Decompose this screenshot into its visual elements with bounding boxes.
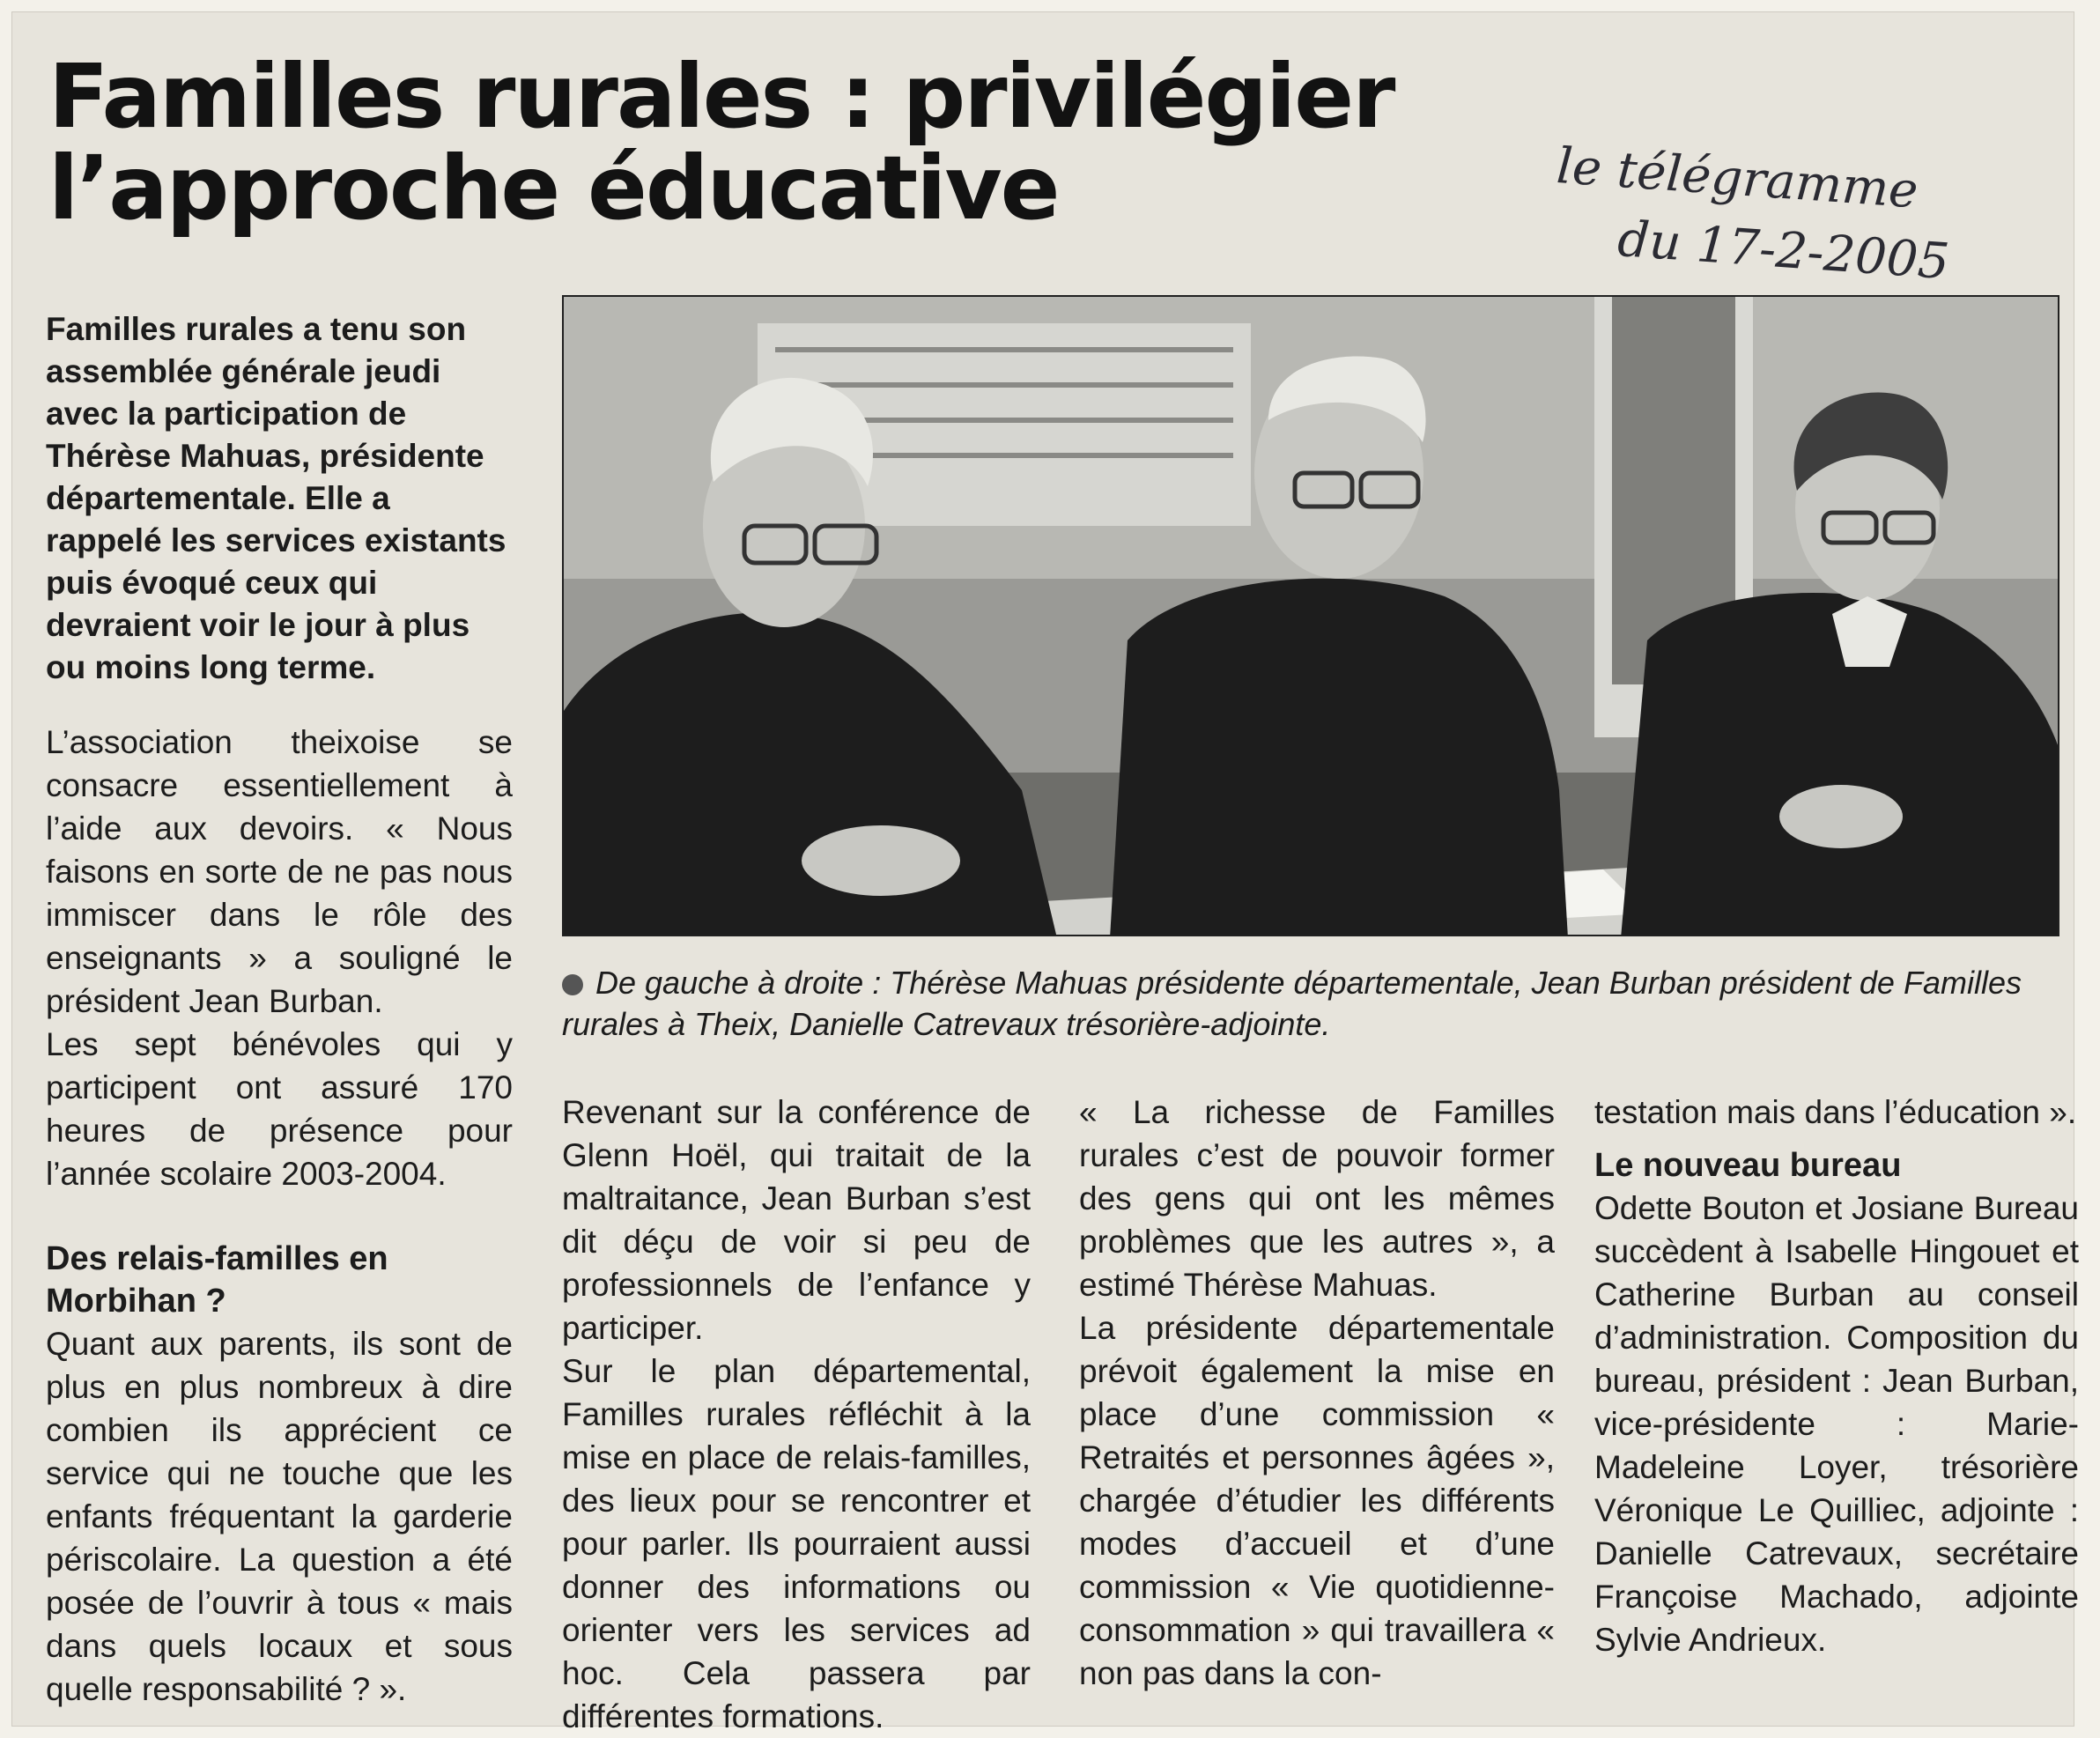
column-2 <box>562 1091 1031 1738</box>
column-4 <box>1594 1091 2079 1661</box>
paragraph: Sur le plan départemental, Familles rurales réfléchit à la mise en place de relais-familles, des lieux pour se rencontrer et pour parler. Ils pourraient aussi donner des informations ou orienter vers les services ad hoc. Cela passera par différentes formations. <box>562 1353 1031 1734</box>
article-lead: Familles rurales a tenu son assemblée générale jeudi avec la participation de Thérèse Mahuas, présidente départementale. Elle a rappelé les services existants puis évoqué ceux qui devraient voir le jour à plus ou moins long terme. <box>46 311 507 685</box>
paragraph: La présidente départementale prévoit également la mise en place d’une commission « Retraités et personnes âgées », chargée d’étudier les différents modes d’accueil et d’une commission « Vie quotidienne-consommation » qui travaillera « non pas dans la con- <box>1079 1310 1555 1691</box>
annotation-newspaper: le télégramme <box>1555 137 1920 220</box>
photo-illustration <box>564 297 2059 936</box>
paragraph: Les sept bénévoles qui y participent ont assuré 170 heures de présence pour l’année scolaire 2003-2004. <box>46 1026 513 1192</box>
column-3 <box>1079 1091 1555 1695</box>
photo-caption <box>562 962 2059 1045</box>
column-1 <box>46 308 513 1711</box>
paragraph: Quant aux parents, ils sont de plus en plus nombreux à dire combien ils apprécient ce service qui ne touche que les enfants fréquentant la garderie périscolaire. La question a été posée de l’ouvrir à tous « mais dans quels locaux et sous quelle responsabilité ? ». <box>46 1326 513 1707</box>
paragraph: testation mais dans l’éducation ». <box>1594 1094 2077 1130</box>
annotation-date: du 17-2-2005 <box>1616 211 1952 292</box>
paragraph: Odette Bouton et Josiane Bureau succèdent à Isabelle Hingouet et Catherine Burban au conseil d’administration. Composition du bureau, président : Jean Burban, vice-présidente : Marie-Madeleine Loyer, trésorière Véronique Le Quilliec, adjointe : Danielle Catrevaux, secrétaire Françoise Machado, adjointe Sylvie Andrieux. <box>1594 1190 2079 1658</box>
caption-text: De gauche à droite : Thérèse Mahuas présidente départementale, Jean Burban président de Familles rurales à Theix, Danielle Catrevaux trésorière-adjointe. <box>562 965 2022 1042</box>
article-photo <box>562 295 2059 936</box>
paragraph: L’association theixoise se consacre essentiellement à l’aide aux devoirs. « Nous faisons en sorte de ne pas nous immiscer dans le rôle des enseignants » a souligné le président Jean Burban. <box>46 724 513 1019</box>
subheading: Le nouveau bureau <box>1594 1147 1902 1184</box>
paragraph: Revenant sur la conférence de Glenn Hoël, qui traitait de la maltraitance, Jean Burban s’est dit déçu de voir si peu de professionnels de l’enfance y participer. <box>562 1094 1031 1346</box>
bullet-icon <box>562 974 583 995</box>
article-headline: Familles rurales : privilégier l’approche éducative <box>48 45 1394 240</box>
paragraph: « La richesse de Familles rurales c’est de pouvoir former des gens qui ont les mêmes problèmes que les autres », a estimé Thérèse Mahuas. <box>1079 1094 1555 1303</box>
subheading: Des relais-familles en Morbihan ? <box>46 1240 388 1320</box>
